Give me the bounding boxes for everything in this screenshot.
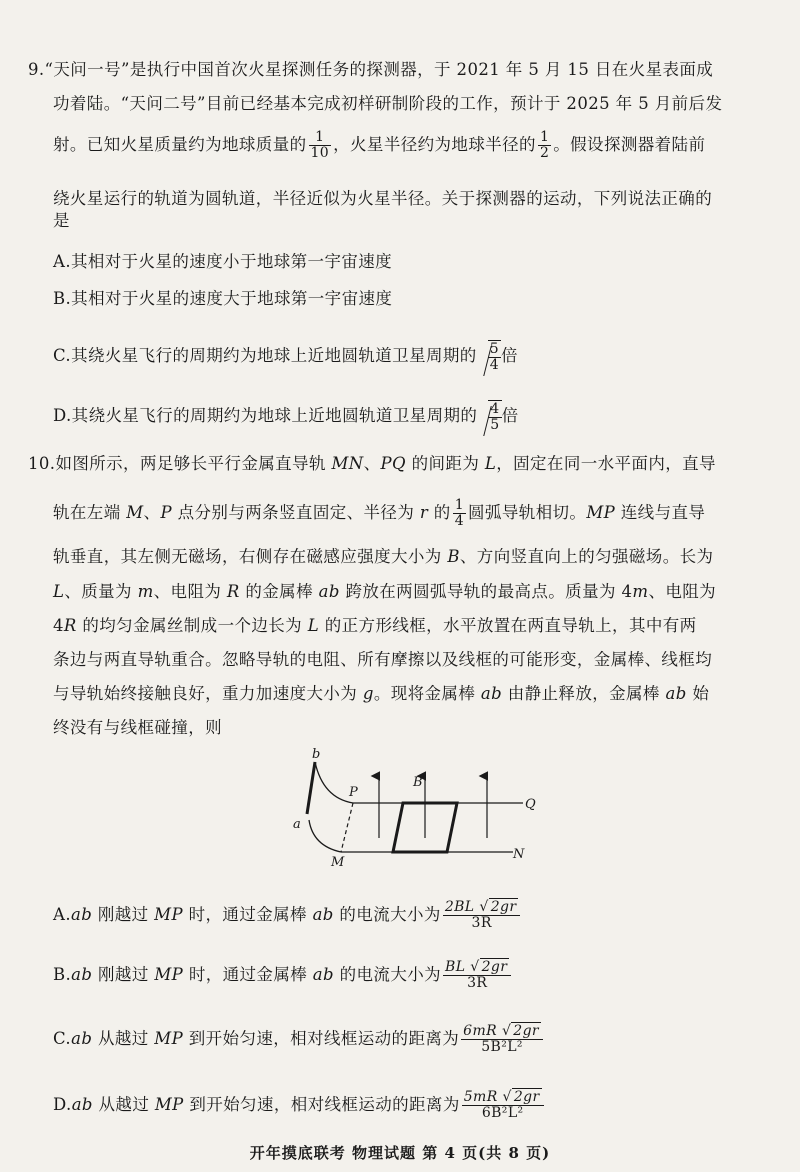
arc-rail-top <box>315 762 353 803</box>
q9-option-c: C.其绕火星飞行的周期约为地球上近地圆轨道卫星周期的 $\frac{5}{4}$ 倍 <box>53 341 518 373</box>
q10-option-d: D.ab 从越过 MP 到开始匀速，相对线框运动的距离为 $\frac{5mR √ 2gr}{\text{6B²L²}}$ <box>53 1090 546 1121</box>
current-formula-b: $\frac{BL √ 2gr}{3R}$ <box>443 960 511 991</box>
q10-option-a: A.ab 刚越过 MP 时，通过金属棒 ab 的电流大小为 $\frac{2BL √ 2gr}{3R}$ <box>53 900 522 931</box>
q9-line-4: 绕火星运行的轨道为圆轨道，半径近似为火星半径。关于探测器的运动，下列说法正确的 <box>53 189 713 208</box>
label-m: M <box>331 855 345 868</box>
arc-rail-bottom <box>309 820 341 852</box>
q10-line-1: 10.如图所示，两足够长平行金属直导轨 MN、PQ 的间距为 L，固定在同一水平面内，直导 <box>28 454 716 473</box>
q10-line-8: 终没有与线框碰撞，则 <box>53 718 222 737</box>
fraction-1-2: $\frac{1}{2}$ <box>539 129 550 161</box>
sqrt-5-4: $\frac{5}{4}$ <box>477 340 501 373</box>
label-q: Q <box>525 797 536 812</box>
q10-line-7: 与导轨始终接触良好，重力加速度大小为 g。现将金属棒 ab 由静止释放，金属棒 ab 始 <box>53 684 710 703</box>
rail-diagram <box>285 748 555 868</box>
q10-line-4: L、质量为 m、电阻为 R 的金属棒 ab 跨放在两圆弧导轨的最高点。质量为 4m、电阻为 <box>53 582 717 601</box>
fraction-1-4: $\frac{1}{4}$ <box>454 497 465 529</box>
label-p: P <box>349 785 358 800</box>
q10-line-3: 轨垂直，其左侧无磁场，右侧存在磁感应强度大小为 B、方向竖直向上的匀强磁场。长为 <box>53 547 714 566</box>
q9-line-5: 是 <box>53 211 70 230</box>
q10-line-5: 4R 的均匀金属丝制成一个边长为 L 的正方形线框，水平放置在两直导轨上，其中有两 <box>53 616 697 635</box>
sqrt-4-5: $\frac{4}{5}$ <box>477 400 501 433</box>
q9-option-b: B.其相对于火星的速度大于地球第一宇宙速度 <box>53 289 393 308</box>
q9-line-2: 功着陆。“天问二号”目前已经基本完成初样研制阶段的工作，预计于 2025 年 5 月前后发 <box>53 94 723 113</box>
label-n: N <box>513 847 525 862</box>
rod-ab <box>307 762 315 814</box>
distance-formula-d: $\frac{5mR √ 2gr}{\text{6B²L²}}$ <box>462 1090 544 1121</box>
q10-option-b: B.ab 刚越过 MP 时，通过金属棒 ab 的电流大小为 $\frac{BL √ 2gr}{3R}$ <box>53 960 513 991</box>
mp-dashed-line <box>341 803 353 852</box>
q9-option-d: D.其绕火星飞行的周期约为地球上近地圆轨道卫星周期的 $\frac{4}{5}$ 倍 <box>53 401 519 433</box>
q9-option-a: A.其相对于火星的速度小于地球第一宇宙速度 <box>53 252 393 271</box>
q10-line-6: 条边与两直导轨重合。忽略导轨的电阻、所有摩擦以及线框的可能形变，金属棒、线框均 <box>53 650 713 669</box>
label-a: a <box>293 817 301 832</box>
distance-formula-c: $\frac{6mR √ 2gr}{\text{5B²L²}}$ <box>461 1024 543 1055</box>
label-b-field: B <box>413 775 423 790</box>
label-b: b <box>312 748 321 762</box>
q10-line-2: 轨在左端 M、P 点分别与两条竖直固定、半径为 r 的 $\frac{1}{4}$ 圆弧导轨相切。MP 连线与直导 <box>53 497 706 529</box>
q9-line-1: 9.“天问一号”是执行中国首次火星探测任务的探测器，于 2021 年 5 月 15 日在火星表面成 <box>28 60 714 79</box>
current-formula-a: $\frac{2BL √ 2gr}{3R}$ <box>443 900 521 931</box>
page-footer: 开年摸底联考 物理试题 第 4 页(共 8 页) <box>249 1144 551 1162</box>
q10-option-c: C.ab 从越过 MP 到开始匀速，相对线框运动的距离为 $\frac{6mR √ 2gr}{\text{5B²L²}}$ <box>53 1024 545 1055</box>
q9-line-3: 射。已知火星质量约为地球质量的 $\frac{1}{10}$ ，火星半径约为地球半径的 $\frac{1}{2}$ 。假设探测器着陆前 <box>53 129 706 161</box>
fraction-1-10: $\frac{1}{10}$ <box>310 129 330 161</box>
